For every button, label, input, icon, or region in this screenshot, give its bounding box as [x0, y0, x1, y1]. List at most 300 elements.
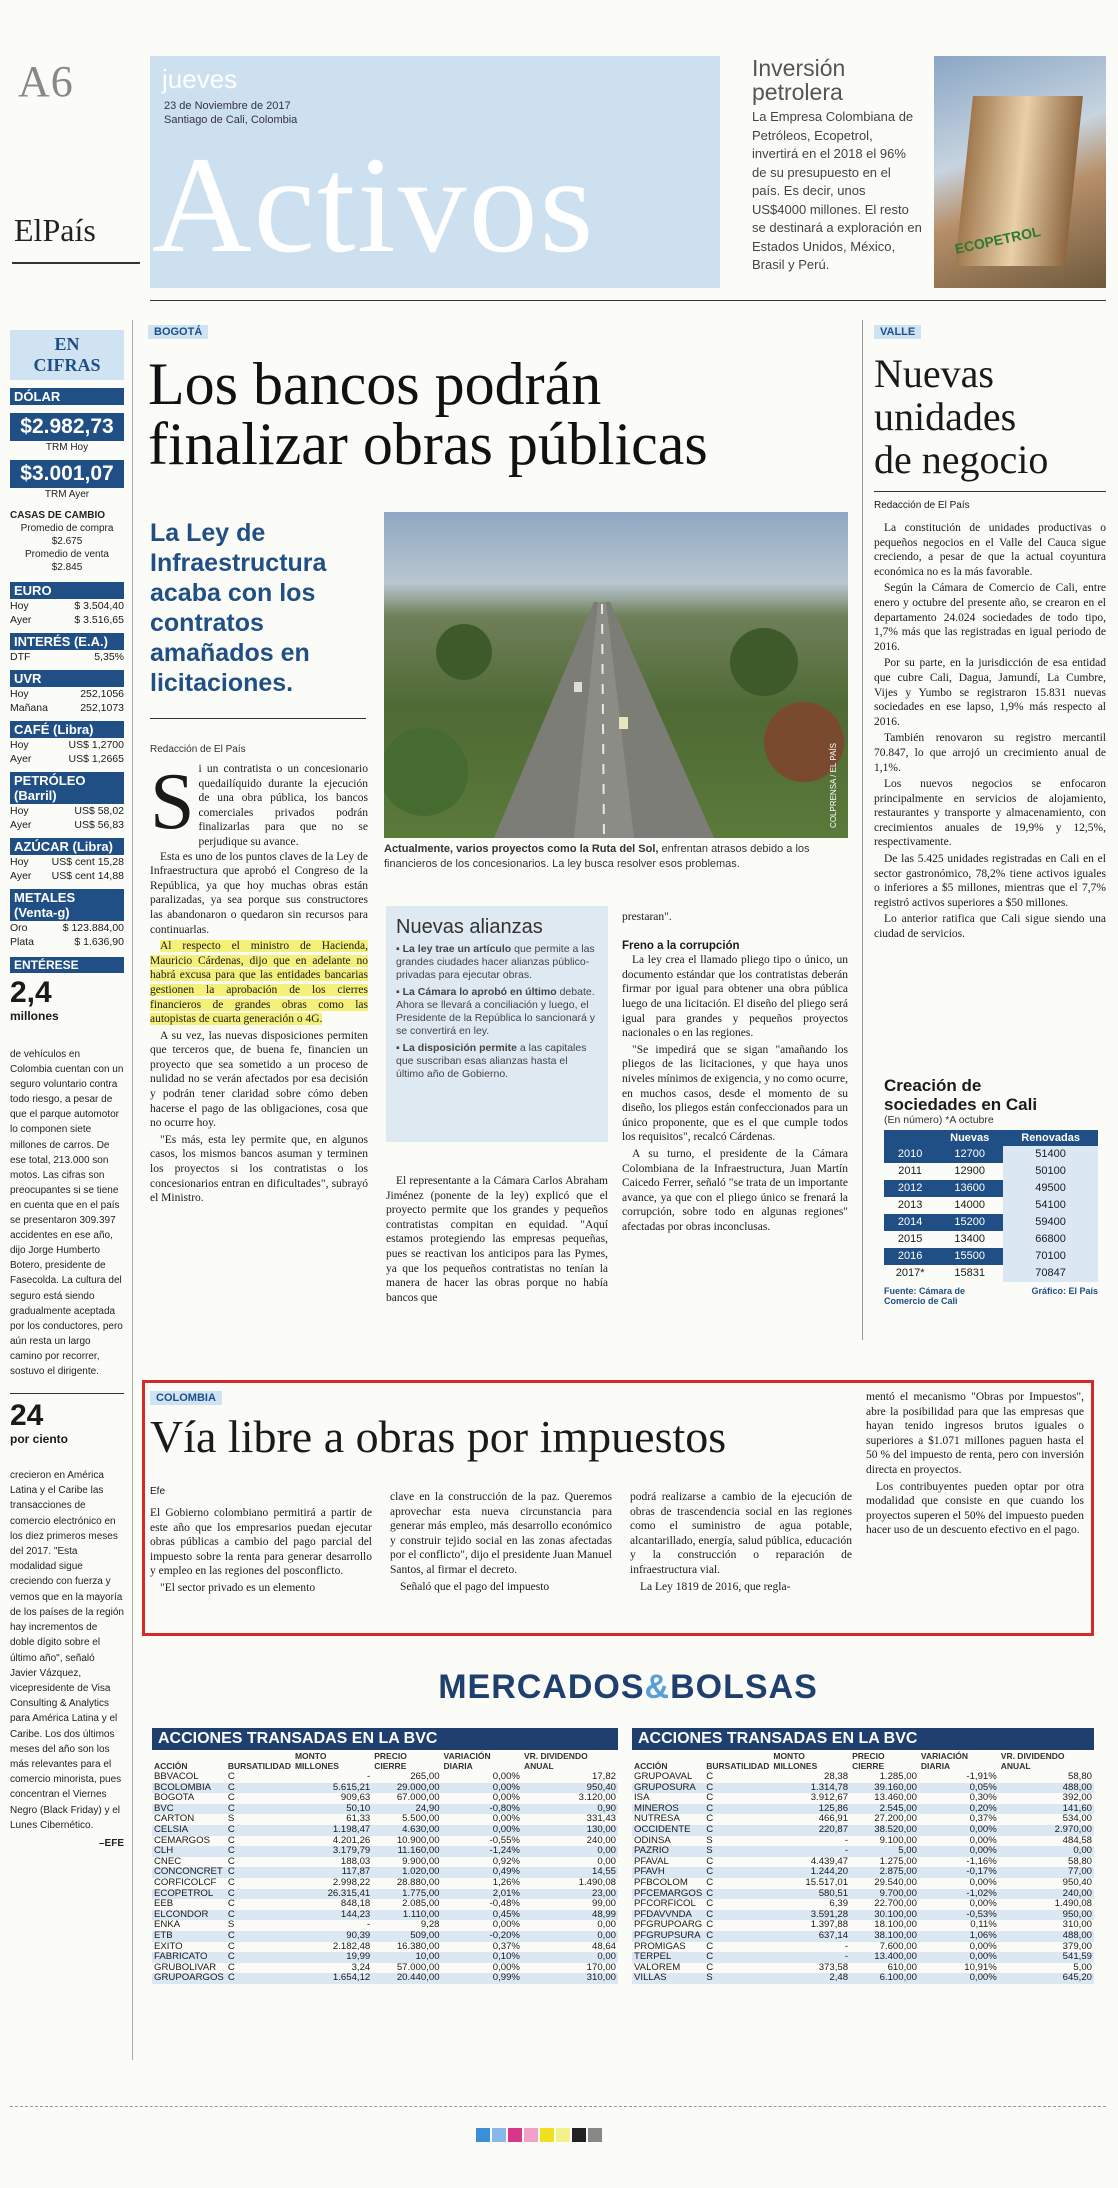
- main-deck: La Ley de Infraestructura acaba con los contratos amañados en licitaciones.: [150, 519, 327, 697]
- table-cell: 57.000,00: [396, 1961, 440, 1973]
- table-row: [632, 1889, 1094, 1900]
- table-cell: C: [704, 1804, 771, 1815]
- table-cell: 4.201,26: [332, 1834, 371, 1846]
- table-cell: 0,49%: [442, 1867, 522, 1878]
- dolar-label: DÓLAR: [10, 388, 124, 405]
- table-cell: ODINSA: [634, 1834, 671, 1846]
- main-article: [148, 322, 848, 477]
- petroleo-row: Hoy US$ 58,02: [10, 805, 124, 817]
- via-col1: El Gobierno colombiano permitirá a partir de este año que los empresarios puedan ejecutar obras públicas a cambio del pago parcial del impuesto sobre la renta para generar desarrollo y empleo en las regiones del posconflicto. "El sector privado es un elemento: [150, 1507, 372, 1594]
- table-cell: CEMARGOS: [154, 1834, 210, 1846]
- table-cell: 2,48: [771, 1973, 850, 1984]
- table-cell: 20.440,00: [372, 1973, 441, 1984]
- table-cell: 0,00%: [442, 1825, 522, 1836]
- table-cell: 3.912,67: [810, 1792, 849, 1804]
- teaser-image-label: ECOPETROL: [953, 223, 1042, 257]
- table-row: [632, 1920, 1094, 1931]
- table-cell: ELCONDOR: [152, 1910, 226, 1921]
- cafe-row: Hoy US$ 1,2700: [10, 739, 124, 751]
- table-cell: 38.520,00: [850, 1825, 919, 1836]
- table-row: 2013 14000 54100: [884, 1197, 1098, 1214]
- table-cell: 637,14: [771, 1931, 850, 1942]
- table-cell: PFAVAL: [634, 1855, 669, 1867]
- table-cell: 22.700,00: [874, 1898, 917, 1910]
- table-cell: C: [706, 1855, 714, 1867]
- header-place: Santiago de Cali, Colombia: [164, 114, 298, 126]
- valle-kicker: VALLE: [874, 325, 921, 339]
- table-cell: C: [706, 1792, 714, 1804]
- table-cell: C: [706, 1876, 714, 1888]
- table-row: [152, 1973, 618, 1984]
- table-cell: 125,86: [771, 1804, 850, 1815]
- cali-data-table: Nuevas Renovadas 2010 12700 51400 2011 12900 50100 2012 13600 49500 2013 14000 54100 2014 15200 59400 2015 13400 66800 2016 15500 70100 2017* 15831 70847: [884, 1130, 1098, 1282]
- table-cell: 58,80: [1067, 1855, 1092, 1867]
- table-cell: C: [227, 1855, 235, 1867]
- table-row: [632, 1931, 1094, 1942]
- table-row: [152, 1814, 618, 1825]
- table-row: [632, 1973, 1094, 1984]
- table-cell: -0,20%: [442, 1931, 522, 1942]
- table-cell: GRUPOSURA: [632, 1783, 704, 1794]
- table-cell: 488,00: [999, 1931, 1094, 1942]
- table-cell: 0,00%: [919, 1952, 999, 1963]
- main-byline: Redacción de El País: [150, 744, 246, 755]
- stat-big-1: 2,4: [10, 976, 52, 1009]
- table-cell: 6,39: [829, 1898, 849, 1910]
- table-cell: 19,99: [293, 1952, 372, 1963]
- table-cell: 373,58: [818, 1961, 849, 1973]
- table-cell: GRUPOARGOS: [154, 1972, 224, 1984]
- stat-text-2: crecieron en América Latina y el Caribe las transacciones de comercio electrónico en los diez primeros meses del 2017. "Esta modalidad sigue creciendo con fuerza y vemos que en la mayoría de los países de la región hay incrementos de doble dígito sobre el último año", señaló Javier Vázquez, vicepresidente de Visa Consulting & Analytics para América Latina y el Caribe. Los dos últimos meses del año son los más relevantes para el comercio minorista, pues concentran el Viernes Negro (Black Friday) y el Lunes Cibernético.: [10, 1470, 124, 1831]
- table-cell: ETB: [152, 1931, 226, 1942]
- table-row: [632, 1836, 1094, 1847]
- table-cell: 2.085,00: [402, 1898, 440, 1910]
- table-cell: 13.400,00: [850, 1952, 919, 1963]
- table-cell: 2,01%: [442, 1889, 522, 1900]
- table-cell: 7.600,00: [879, 1940, 917, 1952]
- table-cell: 1.314,78: [771, 1783, 850, 1794]
- table-cell: 950,40: [1062, 1876, 1092, 1888]
- table-cell: C: [227, 1898, 235, 1910]
- valle-article: VALLE Nuevas unidades de negocio Redacción de El País La constitución de unidades productivas o pequeños negocios en el Valle del Cauca sigue creciendo, a pesar de que la actual coyuntura económica no es la más favorable. Según la Cámara de Comercio de Cali, entre enero y octubre del presente año, se crearon en el departamento 24.024 sociedades de todo tipo, 1,7% más que las registradas en igual periodo de 2016. Por su parte, en la jurisdicción de esa entidad que cubre Cali, Dagua, Jamundí, La Cumbre, Vijes y Yumbo se registraron 15.831 nuevas sociedades en ese lapso, 1,9% más respecto al 2016. También renovaron su registro mercantil 70.847, lo que arrojó un crecimiento anual de 1,1%. Los nuevos negocios se enfocaron principalmente en servicios de alojamiento, restaurantes y transporte y almacenamiento, con crecimientos anuales de 19,9% y 12,5%, respectivamente. De las 5.425 unidades registradas en Cali en el sector gastronómico, 78,2% tiene activos iguales o inferiores a $5 millones, mientras que el 7,7% registró activos superiores a $50 millones. Lo anterior ratifica que Cali sigue siendo una ciudad de servicios.: [874, 326, 1106, 941]
- table-cell: C: [226, 1783, 293, 1794]
- cafe-row: Ayer US$ 1,2665: [10, 753, 124, 765]
- table-cell: -0,48%: [489, 1898, 520, 1910]
- table-cell: 0,00%: [919, 1973, 999, 1984]
- table-cell: 67.000,00: [396, 1792, 440, 1804]
- metales-row: Oro $ 123.884,00: [10, 922, 124, 934]
- table-cell: 2.545,00: [850, 1804, 919, 1815]
- stat-text-1: de vehículos en Colombia cuentan con un seguro voluntario contra todo riesgo, a pesar de que el parque automotor lo componen siete millones de carros. De ese total, 213.000 son motos. Las cifras son preocupantes si se tiene en cuenta que en el país se presentaron 309.397 accidentes en ese año, dijo Jorge Humberto Botero, presidente de Fasecolda. La cultura del seguro está siendo gradualmente aceptada por los conductores, pero aún resta un largo camino por recorrer, sostuvo el dirigente.: [10, 1049, 124, 1377]
- table-cell: 77,00: [999, 1867, 1094, 1878]
- table-cell: 9,28: [420, 1919, 440, 1931]
- table-row: [152, 1899, 618, 1910]
- table-cell: 14,55: [522, 1867, 618, 1878]
- table-cell: 28.880,00: [396, 1876, 440, 1888]
- table-cell: 5.615,21: [293, 1783, 372, 1794]
- table-cell: 331,43: [586, 1813, 616, 1825]
- azucar-label: AZÚCAR (Libra): [10, 838, 124, 855]
- table-cell: C: [706, 1919, 714, 1931]
- table-cell: -: [367, 1771, 371, 1782]
- table-cell: -: [771, 1952, 850, 1963]
- valle-body: La constitución de unidades productivas o pequeños negocios en el Valle del Cauca sigue creciendo, a pesar de que la actual coyuntura económica no es la más favorable. Según la Cámara de Comercio de Cali, entre enero y octubre del presente año, se crearon en el departamento 24.024 sociedades de todo tipo, 1,7% más que las registradas en igual periodo de 2016. Por su parte, en la jurisdicción de esa entidad que cubre Cali, Dagua, Jamundí, La Cumbre, Vijes y Yumbo se registraron 15.831 nuevas sociedades en ese lapso, 1,9% más respecto al 2016. También renovaron su registro mercantil 70.847, lo que arrojó un crecimiento anual de 1,1%. Los nuevos negocios se enfocaron principalmente en servicios de alojamiento, restaurantes y transporte y almacenamiento, con crecimientos anuales de 19,9% y 12,5%, respectivamente. De las 5.425 unidades registradas en Cali en el sector gastronómico, 78,2% tiene activos iguales o inferiores a $5 millones, mientras que el 7,7% registró activos superiores a $50 millones. Lo anterior ratifica que Cali sigue siendo una ciudad de servicios.: [874, 522, 1106, 941]
- table-row: [152, 1793, 618, 1804]
- table-row: 2016 15500 70100: [884, 1248, 1098, 1265]
- metales-label: METALES (Venta-g): [10, 889, 124, 921]
- table-cell: PFBCOLOM: [634, 1876, 688, 1888]
- main-headline: Los bancos podrán finalizar obras públicas: [148, 351, 708, 477]
- table-cell: PROMIGAS: [634, 1940, 686, 1952]
- table-cell: 0,00: [522, 1846, 618, 1857]
- alianzas-box: [386, 906, 608, 1142]
- table-cell: -0,53%: [919, 1910, 999, 1921]
- table-row: [152, 1867, 618, 1878]
- table-cell: 909,63: [340, 1792, 371, 1804]
- table-cell: -1,91%: [966, 1771, 997, 1782]
- table-cell: -: [844, 1940, 849, 1952]
- table-row: [152, 1889, 618, 1900]
- table-cell: 141,60: [999, 1804, 1094, 1815]
- table-cell: 0,00: [999, 1846, 1094, 1857]
- table-row: [632, 1857, 1094, 1868]
- bvc-table-left: ACCIONES TRANSADAS EN LA BVC ACCIÓN BURSATILIDAD MONTO MILLONES PRECIO CIERRE VARIACIÓN DIARIA VR. DIVIDENDO ANUAL BBVACOL C - 265,00 0,00% 17,82 BCOLOMBIA C 5.615,21 29.000,00 0,00% 950,40 BOGOTA C 909,63 67.000,00 0,00% 3.120,00 BVC C 50,10 24,90 -0,80% 0,90 CARTON S 61,33 5.500,00 0,00% 331,43 CELSIA C 1.198,47 4.630,00 0,00% 130,00 CEMARGOS C 4.201,26 10.900,00 -0,55% 240,00 CLH C 3.179,79 11.160,00 -1,24% 0,00 CNEC C 188,03 9.900,00 0,92% 0,00 CONCONCRET C 117,87 1.020,00 0,49% 14,55 CORFICOLCF C 2.998,22 28.880,00 1,26% 1.490,08 ECOPETROL C 26.315,41 1.775,00 2,01% 23,00 EEB C 848,18 2.085,00 -0,48% 99,00 ELCONDOR C 144,23 1.110,00 0,45% 48,99 ENKA S - 9,28 0,00% 0,00 ETB C 90,39 509,00 -0,20% 0,00 EXITO C 2.182,48 16.380,00 0,37% 48,64 FABRICATO C 19,99 10,00 0,10% 0,00 GRUBOLIVAR C 3,24 57.000,00 0,00% 170,00 GRUPOARGOS C 1.654,12 20.440,00 0,99% 310,00: [154, 1730, 616, 1984]
- azucar-row: Hoy US$ cent 15,28: [10, 856, 124, 868]
- metales-row: Plata $ 1.636,90: [10, 936, 124, 948]
- table-cell: 1.397,88: [810, 1919, 849, 1931]
- table-row: [632, 1846, 1094, 1857]
- table-cell: 17,82: [591, 1771, 616, 1782]
- table-cell: 26.315,41: [293, 1889, 372, 1900]
- table-cell: VALOREM: [634, 1961, 681, 1973]
- table-cell: ISA: [634, 1792, 650, 1804]
- table-cell: BVC: [152, 1804, 226, 1815]
- table-row: [632, 1952, 1094, 1963]
- main-kicker: BOGOTÁ: [148, 325, 208, 339]
- table-cell: 310,00: [522, 1973, 618, 1984]
- table-cell: 484,58: [1062, 1834, 1092, 1846]
- table-cell: C: [226, 1889, 293, 1900]
- table-cell: 1.020,00: [372, 1867, 441, 1878]
- table-cell: 0,00%: [492, 1771, 520, 1782]
- table-row: [632, 1772, 1094, 1783]
- table-cell: 29.540,00: [874, 1876, 917, 1888]
- table-cell: 0,00: [522, 1952, 618, 1963]
- main-photo: [384, 512, 848, 838]
- table-row: [152, 1942, 618, 1953]
- table-cell: S: [227, 1813, 235, 1825]
- table-cell: C: [704, 1783, 771, 1794]
- table-cell: 170,00: [586, 1961, 616, 1973]
- main-col1: S i un contratista o un concesionario quedailíquido durante la ejecución de una obra pública, los bancos comerciales privados podrán finalizarlas para que no se perjudique su avance. Esta es uno de los puntos claves de la Ley de Infraestructura que aprobó el Congreso de la República, ya que hoy muchas obras están paralizadas, ya sea porque sus constructores las abandonaron o quedaron sin recursos para continuarlas. Al respecto el ministro de Hacienda, Mauricio Cárdenas, dijo que en adelante no habrá excusa para que las entidades bancarias gestionen la aprobación de los cierres financieros de grandes obras como las autopistas de cuarta generación o 4G. A su vez, las nuevas disposiciones permiten que terceros que, de buena fe, financien un proyecto que sea sometido a un proceso de nulidad no se verán afectados por esa decisión y podrán tener claridad sobre cómo deben hacerse el pago de las obligaciones, cosa que no ocurre hoy. "Es más, esta ley permite que, en algunos casos, los mismos bancos asuman y terminen los proyectos si los contratistas o los concesionarios entran en dificultades", subrayó el Ministro.: [150, 758, 368, 1205]
- table-cell: 1.654,12: [293, 1973, 372, 1984]
- table-cell: BCOLOMBIA: [152, 1783, 226, 1794]
- table-row: 2017* 15831 70847: [884, 1265, 1098, 1282]
- table-cell: 0,45%: [442, 1910, 522, 1921]
- table-cell: C: [704, 1910, 771, 1921]
- table-cell: 90,39: [293, 1931, 372, 1942]
- section-banner: [150, 56, 720, 288]
- table-cell: C: [227, 1940, 235, 1952]
- table-cell: 29.000,00: [372, 1783, 441, 1794]
- table-cell: 4.439,47: [810, 1855, 849, 1867]
- table-cell: 392,00: [1062, 1792, 1092, 1804]
- table-cell: 18.100,00: [874, 1919, 917, 1931]
- table-cell: 0,00%: [969, 1940, 997, 1952]
- table-cell: -1,24%: [442, 1846, 522, 1857]
- table-row: [632, 1878, 1094, 1889]
- table-cell: 0,05%: [919, 1783, 999, 1794]
- alianzas-title: Nuevas alianzas: [396, 916, 543, 938]
- table-cell: 48,99: [522, 1910, 618, 1921]
- table-row: [152, 1910, 618, 1921]
- table-row: [152, 1952, 618, 1963]
- table-cell: S: [706, 1834, 713, 1846]
- uvr-row: Mañana 252,1073: [10, 702, 124, 714]
- table-cell: PFGRUPOARG: [634, 1919, 703, 1931]
- table-cell: 2.970,00: [999, 1825, 1094, 1836]
- table-cell: 0,30%: [969, 1792, 997, 1804]
- table-cell: 0,00%: [492, 1961, 520, 1973]
- table-row: 2015 13400 66800: [884, 1231, 1098, 1248]
- table-cell: GRUPOAVAL: [634, 1771, 693, 1782]
- table-cell: 38.100,00: [850, 1931, 919, 1942]
- petroleo-row: Ayer US$ 56,83: [10, 819, 124, 831]
- table-row: [632, 1942, 1094, 1953]
- table-cell: S: [704, 1846, 771, 1857]
- via-col2: clave en la construcción de la paz. Queremos aprovechar esta nueva circunstancia para generar más empleo, más desarrollo económico y construir tejido social en las zonas afectadas por el conflicto", dijo el presidente Juan Manuel Santos, al firmar el decreto. Señaló que el pago del impuesto: [390, 1491, 612, 1593]
- table-cell: FABRICATO: [152, 1952, 226, 1963]
- table-cell: 610,00: [887, 1961, 917, 1973]
- table-cell: 9.900,00: [402, 1855, 440, 1867]
- table-cell: 9.100,00: [879, 1834, 917, 1846]
- table-cell: C: [704, 1867, 771, 1878]
- teaser-text: La Empresa Colombiana de Petróleos, Ecopetrol, invertirá en el 2018 el 96% de su presupuesto en el país. Es decir, unos US$4000 millones. El resto se destinará a exploración en Estados Unidos, México, Brasil y Perú.: [752, 109, 922, 272]
- table-cell: 188,03: [340, 1855, 371, 1867]
- petroleo-label: PETRÓLEO (Barril): [10, 772, 124, 804]
- table-cell: 265,00: [410, 1771, 440, 1782]
- table-cell: 220,87: [771, 1825, 850, 1836]
- table-row: [152, 1878, 618, 1889]
- table-cell: CLH: [152, 1846, 226, 1857]
- table-cell: 144,23: [293, 1910, 372, 1921]
- table-cell: 30.100,00: [850, 1910, 919, 1921]
- table-cell: 3,24: [351, 1961, 371, 1973]
- table-cell: S: [704, 1973, 771, 1984]
- valle-headline: Nuevas unidades de negocio: [874, 351, 1049, 482]
- table-cell: PFGRUPSURA: [632, 1931, 704, 1942]
- table-cell: C: [227, 1876, 235, 1888]
- table-cell: C: [226, 1973, 293, 1984]
- table-cell: 1.490,08: [1054, 1898, 1092, 1910]
- table-row: [632, 1793, 1094, 1804]
- table-row: [632, 1899, 1094, 1910]
- table-cell: 1.275,00: [879, 1855, 917, 1867]
- table-cell: MINEROS: [632, 1804, 704, 1815]
- table-cell: 1.110,00: [372, 1910, 441, 1921]
- stat-big-2: 24: [10, 1399, 44, 1433]
- table-cell: CELSIA: [152, 1825, 226, 1836]
- table-cell: C: [227, 1834, 235, 1846]
- table-cell: 4.630,00: [372, 1825, 441, 1836]
- table-cell: 541,59: [999, 1952, 1094, 1963]
- table-cell: 15.517,01: [805, 1876, 849, 1888]
- alianzas-item: ▪ La ley trae un artículo que permite a las grandes ciudades hacer alianzas público-privadas para ejecutar obras.: [396, 943, 595, 981]
- table-cell: 645,20: [999, 1973, 1094, 1984]
- table-cell: 466,91: [818, 1813, 849, 1825]
- table-cell: 117,87: [293, 1867, 372, 1878]
- cifras-column: EN CIFRAS DÓLAR $2.982,73 TRM Hoy $3.001,07 TRM Ayer CASAS DE CAMBIO Promedio de compra $2.675 Promedio de venta $2.845 EURO Hoy $ 3.504,40 Ayer $ 3.516,65 INTERÉS (E.A.) DTF 5,35% UVR Hoy 252,1056 Mañana 252,1073 CAFÉ (Libra) Hoy US$ 1,2700 Ayer US$ 1,2665 PETRÓLEO (Barril) Hoy US$ 58,02 Ayer US$ 56,83 AZÚCAR (Libra) Hoy US$ cent 15,28 Ayer US$ cent 14,88 METALES (Venta-g) Oro $ 123.884,00 Plata $ 1.636,90 ENTÉRESE 2,4 millones de vehículos en Colombia cuentan con un seguro voluntario contra todo riesgo, a pesar de que el parque automotor lo componen siete millones de carros. De ese total, 213.000 son motos. Las cifras son preocupantes si se tiene en cuenta que en el país se presentaron 309.397 accidentes en ese año, dijo Jorge Humberto Botero, presidente de Fasecolda. La cultura del seguro está siendo gradualmente aceptada por los conductores, pero aún resta un largo camino por recorrer, sostuvo el dirigente. 24 por ciento crecieron en América Latina y el Caribe las transacciones de comercio electrónico en los diez primeros meses del 2017. "Esta modalidad sigue creciendo con fuerza y vemos que en la mayoría de los países de la región hay incrementos de doble dígito sobre el último año", señaló Javier Vázquez, vicepresidente de Visa Consulting & Analytics para América Latina y el Caribe. Los dos últimos meses del año son los más relevantes para el comercio minorista, pues concentran el Viernes Negro (Black Friday) y el Lunes Cibernético. –EFE: [10, 330, 124, 1850]
- table-cell: C: [227, 1792, 235, 1804]
- table-cell: BOGOTA: [154, 1792, 195, 1804]
- table-cell: PFCORFICOL: [634, 1898, 696, 1910]
- table-cell: C: [706, 1898, 714, 1910]
- mercados-title: MERCADOS&BOLSAS: [438, 1668, 818, 1706]
- table-cell: 5,00: [1073, 1961, 1092, 1973]
- table-cell: 1.198,47: [293, 1825, 372, 1836]
- table-cell: 10,91%: [964, 1961, 997, 1973]
- page-number: A6: [18, 57, 74, 106]
- main-col4: prestaran". Freno a la corrupción La ley crea el llamado pliego tipo o único, un documento estándar que los contratistas deberán firmar por igual para obtener una obra pública luego de una licitación. El diseño del pliego será igual para grandes y pequeños proyectos nacionales o en las regiones. "Se impedirá que se sigan "amañando los pliegos de las licitaciones, y que haya unos niveles mínimos de exigencia, y no como ocurre, en muchos casos, desde el momento de su diseño, los pliegos están confeccionados para un único proponente, que es el que cumple todos los requisitos", recalcó Cárdenas. A su turno, el presidente de la Cámara Colombiana de la Infraestructura, Juan Martín Caicedo Ferrer, señaló "se trata de un importante avance, ya que con el pliego único se frenará la corrupción, sobre todo en algunas regiones" afectadas por obras inconclusas.: [622, 911, 848, 1233]
- table-cell: C: [706, 1771, 714, 1782]
- table-cell: ENKA: [154, 1919, 181, 1931]
- table-cell: 1.244,20: [771, 1867, 850, 1878]
- table-row: [152, 1920, 618, 1931]
- table-cell: 11.160,00: [372, 1846, 441, 1857]
- table-cell: 0,00%: [969, 1834, 997, 1846]
- table-cell: PAZRIO: [632, 1846, 704, 1857]
- table-cell: 99,00: [591, 1898, 616, 1910]
- table-row: 2012 13600 49500: [884, 1180, 1098, 1197]
- euro-row: Hoy $ 3.504,40: [10, 600, 124, 612]
- table-cell: C: [704, 1889, 771, 1900]
- via-col4: mentó el mecanismo "Obras por Impuestos", abre la posibilidad para que las empresas que hayan tenido ingresos brutos iguales o superiores a $1.071 millones paguen hasta el 50 % del impuesto de renta, pero con inversión directa en proyectos. Los contribuyentes pueden optar por otra modalidad que consiste en que cuando los proyectos superen el 50% del impuesto pueden hacer uso de un descuento efectivo en el pago.: [866, 1391, 1084, 1537]
- table-cell: 848,18: [340, 1898, 371, 1910]
- table-row: 2010 12700 51400: [884, 1146, 1098, 1163]
- photo-caption: Actualmente, varios proyectos como la Ruta del Sol, enfrentan atrasos debido a los financieros de los concesionarios. La ley busca resolver esos problemas.: [384, 843, 810, 870]
- dropcap: S: [150, 758, 195, 846]
- table-row: [152, 1825, 618, 1836]
- table-cell: 28,38: [824, 1771, 849, 1782]
- uvr-row: Hoy 252,1056: [10, 688, 124, 700]
- table-row: [632, 1814, 1094, 1825]
- alianzas-item: ▪ La disposición permite a las capitales que suscriban esas alianzas hasta el último año de Gobierno.: [396, 1042, 587, 1080]
- table-cell: C: [227, 1961, 235, 1973]
- section-title: Activos: [152, 128, 596, 281]
- table-cell: 488,00: [999, 1783, 1094, 1794]
- table-cell: 2.875,00: [850, 1867, 919, 1878]
- table-cell: 61,33: [346, 1813, 371, 1825]
- table-cell: CARTON: [154, 1813, 195, 1825]
- table-cell: 3.591,28: [771, 1910, 850, 1921]
- table-cell: -0,17%: [919, 1867, 999, 1878]
- highlighted-quote: Al respecto el ministro de Hacienda, Mauricio Cárdenas, dijo que en adelante no habrá excusa para que las entidades bancarias gestionen la aprobación de los cierres financieros de grandes obras como las autopistas de cuarta generación o 4G.: [150, 940, 368, 1026]
- header-day: jueves: [162, 64, 238, 94]
- table-cell: 0,92%: [492, 1855, 520, 1867]
- table-cell: 48,64: [591, 1940, 616, 1952]
- table-cell: 0,00: [597, 1919, 616, 1931]
- table-cell: 5,00: [850, 1846, 919, 1857]
- table-cell: EXITO: [154, 1940, 183, 1952]
- table-cell: 950,00: [999, 1910, 1094, 1921]
- table-cell: 0,20%: [919, 1804, 999, 1815]
- bvc-table-right: ACCIONES TRANSADAS EN LA BVC ACCIÓN BURSATILIDAD MONTO MILLONES PRECIO CIERRE VARIACIÓN DIARIA VR. DIVIDENDO ANUAL GRUPOAVAL C 28,38 1.285,00 -1,91% 58,80 GRUPOSURA C 1.314,78 39.160,00 0,05% 488,00 ISA C 3.912,67 13.460,00 0,30% 392,00 MINEROS C 125,86 2.545,00 0,20% 141,60 NUTRESA C 466,91 27.200,00 0,37% 534,00 OCCIDENTE C 220,87 38.520,00 0,00% 2.970,00 ODINSA S - 9.100,00 0,00% 484,58 PAZRIO S - 5,00 0,00% 0,00 PFAVAL C 4.439,47 1.275,00 -1,16% 58,80 PFAVH C 1.244,20 2.875,00 -0,17% 77,00 PFBCOLOM C 15.517,01 29.540,00 0,00% 950,40 PFCEMARGOS C 580,51 9.700,00 -1,02% 240,00 PFCORFICOL C 6,39 22.700,00 0,00% 1.490,08 PFDAVVNDA C 3.591,28 30.100,00 -0,53% 950,00 PFGRUPOARG C 1.397,88 18.100,00 0,11% 310,00 PFGRUPSURA C 637,14 38.100,00 1,06% 488,00 PROMIGAS C - 7.600,00 0,00% 379,00 TERPEL C - 13.400,00 0,00% 541,59 VALOREM C 373,58 610,00 10,91% 5,00 VILLAS S 2,48 6.100,00 0,00% 645,20: [634, 1730, 1092, 1984]
- table-cell: C: [706, 1961, 714, 1973]
- table-row: [152, 1846, 618, 1857]
- table-cell: C: [704, 1952, 771, 1963]
- table-cell: -: [771, 1846, 850, 1857]
- table-cell: 1,26%: [492, 1876, 520, 1888]
- table-cell: CNEC: [154, 1855, 182, 1867]
- table-cell: OCCIDENTE: [632, 1825, 704, 1836]
- table-cell: 580,51: [771, 1889, 850, 1900]
- cali-table: Creación de sociedades en Cali (En número) *A octubre Nuevas Renovadas 2010 12700 51400 2011 12900 50100 2012 13600 49500 2013 14000 54100 2014 15200 59400 2015 13400 66800 2016 15500 70100 2017* 15831 70847 Fuente: Cámara de Comercio de Cali Gráfico: El País: [884, 1076, 1098, 1306]
- table-row: 2011 12900 50100: [884, 1163, 1098, 1180]
- table-cell: -1,02%: [919, 1889, 999, 1900]
- table-cell: C: [227, 1771, 235, 1782]
- table-cell: 379,00: [1062, 1940, 1092, 1952]
- table-cell: 2.182,48: [332, 1940, 371, 1952]
- table-cell: 10.900,00: [396, 1834, 440, 1846]
- table-cell: C: [226, 1910, 293, 1921]
- table-cell: -1,16%: [966, 1855, 997, 1867]
- table-cell: 1.775,00: [372, 1889, 441, 1900]
- table-cell: PFCEMARGOS: [634, 1887, 703, 1899]
- table-cell: -: [367, 1919, 371, 1931]
- table-row: [632, 1783, 1094, 1794]
- table-row: [152, 1931, 618, 1942]
- euro-label: EURO: [10, 582, 124, 599]
- teaser-title: Inversión petrolera: [752, 55, 846, 105]
- table-cell: S: [227, 1919, 235, 1931]
- via-kicker: COLOMBIA: [150, 1391, 222, 1405]
- table-cell: 3.120,00: [578, 1792, 616, 1804]
- table-cell: 1,06%: [919, 1931, 999, 1942]
- table-cell: 0,00%: [492, 1813, 520, 1825]
- table-cell: 6.100,00: [850, 1973, 919, 1984]
- table-cell: 240,00: [586, 1834, 616, 1846]
- via-headline: Vía libre a obras por impuestos: [150, 1411, 727, 1462]
- euro-row: Ayer $ 3.516,65: [10, 614, 124, 626]
- header-date: 23 de Noviembre de 2017: [164, 100, 291, 112]
- table-cell: 0,37%: [492, 1940, 520, 1952]
- table-cell: 50,10: [293, 1804, 372, 1815]
- table-cell: 0,10%: [442, 1952, 522, 1963]
- table-cell: BBVACOL: [154, 1771, 199, 1782]
- table-cell: 5.500,00: [402, 1813, 440, 1825]
- table-cell: -0,55%: [489, 1834, 520, 1846]
- table-cell: C: [704, 1931, 771, 1942]
- table-cell: 0,99%: [442, 1973, 522, 1984]
- table-cell: 0,00: [597, 1855, 616, 1867]
- azucar-row: Ayer US$ cent 14,88: [10, 870, 124, 882]
- stock-table: ACCIÓN BURSATILIDAD MONTO MILLONES PRECIO CIERRE VARIACIÓN DIARIA VR. DIVIDENDO ANUAL BBVACOL C - 265,00 0,00% 17,82 BCOLOMBIA C 5.615,21 29.000,00 0,00% 950,40 BOGOTA C 909,63 67.000,00 0,00% 3.120,00 BVC C 50,10 24,90 -0,80% 0,90 CARTON S 61,33 5.500,00 0,00% 331,43 CELSIA C 1.198,47 4.630,00 0,00% 130,00 CEMARGOS C 4.201,26 10.900,00 -0,55% 240,00 CLH C 3.179,79 11.160,00 -1,24% 0,00 CNEC C 188,03 9.900,00 0,92% 0,00 CONCONCRET C 117,87 1.020,00 0,49% 14,55 CORFICOLCF C 2.998,22 28.880,00 1,26% 1.490,08 ECOPETROL C 26.315,41 1.775,00 2,01% 23,00 EEB C 848,18 2.085,00 -0,48% 99,00 ELCONDOR C 144,23 1.110,00 0,45% 48,99 ENKA S - 9,28 0,00% 0,00 ETB C 90,39 509,00 -0,20% 0,00 EXITO C 2.182,48 16.380,00 0,37% 48,64 FABRICATO C 19,99 10,00 0,10% 0,00 GRUBOLIVAR C 3,24 57.000,00 0,00% 170,00 GRUPOARGOS C 1.654,12 20.440,00 0,99% 310,00: [154, 1751, 616, 1984]
- table-cell: C: [706, 1940, 714, 1952]
- teaser-image: [934, 56, 1106, 288]
- interes-label: INTERÉS (E.A.): [10, 633, 124, 650]
- table-cell: 23,00: [522, 1889, 618, 1900]
- table-row: [152, 1783, 618, 1794]
- table-row: [632, 1804, 1094, 1815]
- interes-row: DTF 5,35%: [10, 651, 124, 663]
- table-cell: 0,00%: [919, 1825, 999, 1836]
- photo-credit: COLPRENSA / EL PAÍS: [829, 743, 839, 828]
- table-cell: C: [226, 1846, 293, 1857]
- table-row: [632, 1963, 1094, 1974]
- table-cell: 0,00%: [969, 1876, 997, 1888]
- via-col3: podrá realizarse a cambio de la ejecución de obras de trascendencia social en las regiones como el suministro de agua potable, alcantarillado, energía, salud pública, educación y la construcción o reparación de infraestructura vial. La Ley 1819 de 2016, que regla-: [630, 1491, 852, 1593]
- table-cell: -: [844, 1834, 849, 1846]
